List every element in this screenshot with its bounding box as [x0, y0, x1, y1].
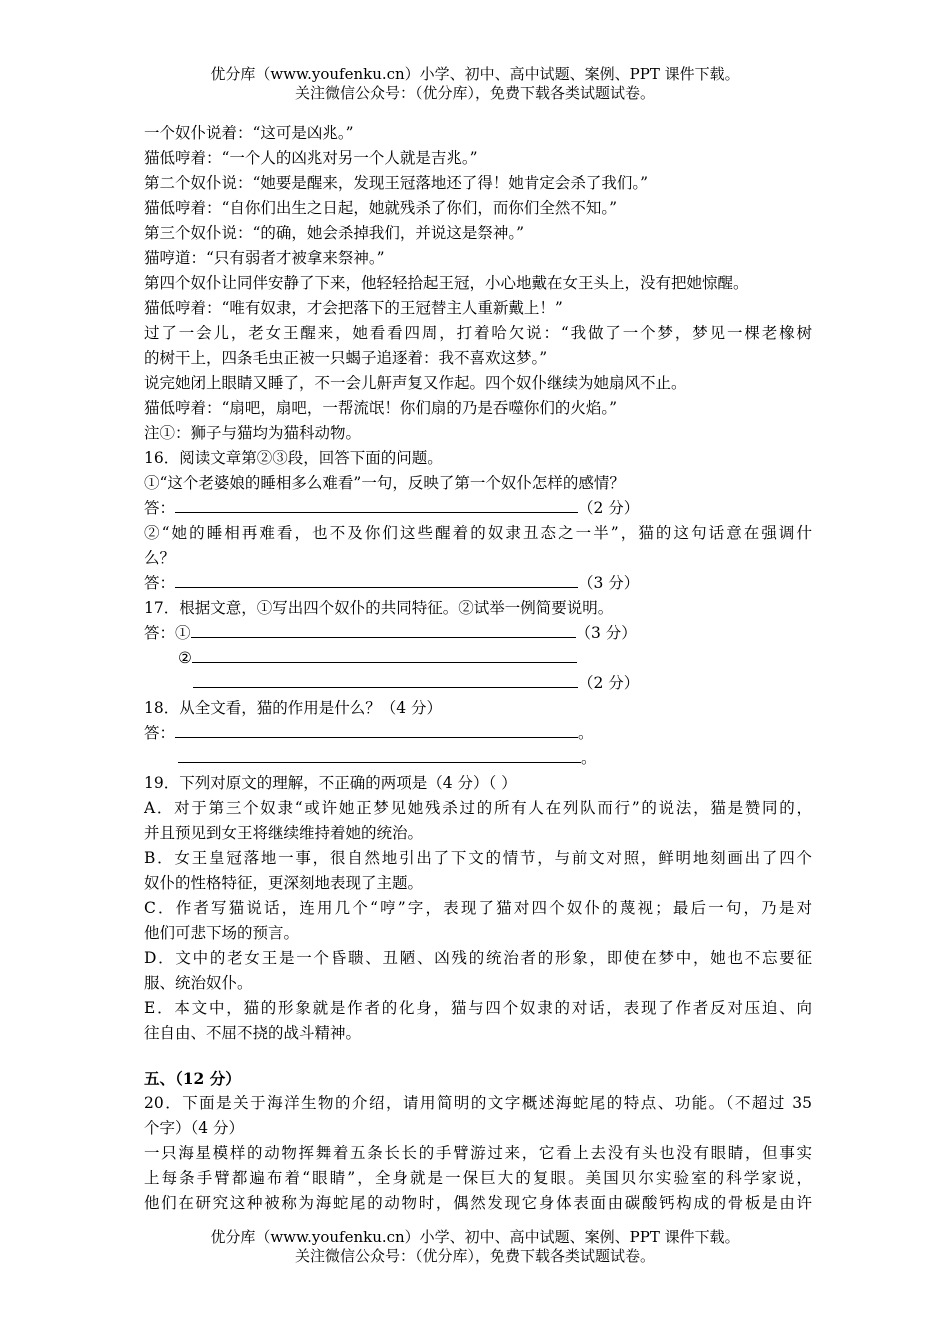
- passage-line: 第二个奴仆说：“她要是醒来，发现王冠落地还了得！她肯定会杀了我们。”: [144, 174, 649, 192]
- q19-stem: 19．下列对原文的理解，不正确的两项是（4 分）（ ）: [144, 774, 517, 792]
- passage-line: 猫低哼着：“唯有奴隶，才会把落下的王冠替主人重新戴上！”: [144, 299, 563, 317]
- passage-line: 猫低哼着：“一个人的凶兆对另一个人就是吉兆。”: [144, 149, 478, 167]
- passage-line: 第三个奴仆说：“的确，她会杀掉我们，并说这是祭神。”: [144, 224, 525, 242]
- q16-answer-2: [144, 571, 812, 596]
- q17-stem: 17．根据文意，①写出四个奴仆的共同特征。②试举一例简要说明。: [144, 599, 614, 617]
- q19-option-b-line2: 奴仆的性格特征，更深刻地表现了主题。: [144, 874, 424, 892]
- period: 。: [581, 749, 597, 767]
- passage-line: 过了一会儿，老女王醒来，她看看四周，打着哈欠说：“我做了一个梦，梦见一棵老橡树: [144, 324, 812, 342]
- passage-line: 猫低哼着：“自你们出生之日起，她就残杀了你们，而你们全然不知。”: [144, 199, 618, 217]
- q17-answer-1: [144, 621, 812, 646]
- q18-answer-2: [144, 746, 812, 771]
- q19-option-c-line1: C．作者写猫说话，连用几个“哼”字，表现了猫对四个奴仆的蔑视；最后一句，乃是对: [144, 899, 812, 917]
- passage-line: 猫低哼着：“扇吧，扇吧，一帮流氓！你们扇的乃是吞噬你们的火焰。”: [144, 399, 618, 417]
- passage-line: 说完她闭上眼睛又睡了，不一会儿鼾声复又作起。四个奴仆继续为她扇风不止。: [144, 374, 687, 392]
- answer-blank[interactable]: [178, 746, 581, 763]
- header-line-1: 优分库（www.youfenku.cn）小学、初中、高中试题、案例、PPT 课件下载。: [210, 65, 740, 83]
- score: （3 分）: [578, 574, 640, 592]
- answer-label: 答：: [144, 574, 176, 592]
- q20-stem-line2: 个字）（4 分）: [144, 1119, 245, 1137]
- q16-sub2-line1: ②“她的睡相再难看，也不及你们这些醒着的奴隶丑态之一半”，猫的这句话意在强调什: [144, 524, 812, 542]
- answer-blank[interactable]: [175, 496, 578, 513]
- q19-option-a-line2: 并且预见到女王将继续维持着她的统治。: [144, 824, 424, 842]
- document-body: [144, 121, 812, 1216]
- q17-answer-2: [144, 646, 812, 671]
- q19-option-a-line1: A．对于第三个奴隶“或许她正梦见她残杀过的所有人在列队而行”的说法，猫是赞同的，: [144, 799, 812, 817]
- page-footer: [0, 1228, 950, 1266]
- q19-option-d-line1: D．文中的老女王是一个昏聩、丑陋、凶残的统治者的形象，即使在梦中，她也不忘要征: [144, 949, 812, 967]
- q20-paragraph-line: 一只海星模样的动物挥舞着五条长长的手臂游过来，它看上去没有头也没有眼睛，但事实: [144, 1144, 812, 1162]
- passage-line: 第四个奴仆让同伴安静了下来，他轻轻拾起王冠，小心地戴在女王头上，没有把她惊醒。: [144, 274, 749, 292]
- section-5-heading: 五、（12 分）: [144, 1069, 241, 1088]
- answer-blank[interactable]: [192, 646, 577, 663]
- q19-option-c-line2: 他们可悲下场的预言。: [144, 924, 300, 942]
- q16-sub1: ①“这个老婆娘的睡相多么难看”一句，反映了第一个奴仆怎样的感情？: [144, 474, 625, 492]
- q19-option-b-line1: B．女王皇冠落地一事，很自然地引出了下文的情节，与前文对照，鲜明地刻画出了四个: [144, 849, 812, 867]
- q20-stem-line1: 20．下面是关于海洋生物的介绍，请用简明的文字概述海蛇尾的特点、功能。（不超过 35: [144, 1094, 812, 1112]
- answer-blank[interactable]: [175, 571, 578, 588]
- q16-sub2-line2: 么？: [144, 549, 176, 567]
- q20-paragraph-line: 上每条手臂都遍布着“眼睛”，全身就是一保巨大的复眼。美国贝尔实验室的科学家说，: [144, 1169, 812, 1187]
- footer-line-2: 关注微信公众号：（优分库），免费下载各类试题试卷。: [294, 1247, 655, 1265]
- answer-blank[interactable]: [193, 671, 578, 688]
- q16-answer-1: [144, 496, 812, 521]
- period: 。: [578, 724, 594, 742]
- passage-line: 猫哼道：“只有弱者才被拿来祭神。”: [144, 249, 385, 267]
- score: （2 分）: [578, 674, 640, 692]
- passage-note: 注①：狮子与猫均为猫科动物。: [144, 424, 362, 442]
- page-header: [0, 65, 950, 103]
- score: （2 分）: [578, 499, 640, 517]
- passage-line: 一个奴仆说着：“这可是凶兆。”: [144, 124, 354, 142]
- passage-line: 的树干上，四条毛虫正被一只蝎子追逐着：我不喜欢这梦。”: [144, 349, 548, 367]
- q19-option-e-line1: E．本文中，猫的形象就是作者的化身，猫与四个奴隶的对话，表现了作者反对压迫、向: [144, 999, 812, 1017]
- q17-answer-3: [144, 671, 812, 696]
- footer-line-1: 优分库（www.youfenku.cn）小学、初中、高中试题、案例、PPT 课件下载。: [210, 1228, 740, 1246]
- header-line-2: 关注微信公众号：（优分库），免费下载各类试题试卷。: [294, 84, 655, 102]
- answer-label: 答：: [144, 499, 176, 517]
- answer-label: 答：: [144, 724, 176, 742]
- q20-paragraph-line: 他们在研究这种被称为海蛇尾的动物时，偶然发现它身体表面由碳酸钙构成的骨板是由许: [144, 1194, 812, 1212]
- answer-label: 答：①: [144, 624, 191, 642]
- q16-stem: 16．阅读文章第②③段，回答下面的问题。: [144, 449, 443, 467]
- answer-blank[interactable]: [175, 721, 578, 738]
- score: （3 分）: [575, 624, 637, 642]
- q19-option-e-line2: 往自由、不屈不挠的战斗精神。: [144, 1024, 362, 1042]
- answer-blank[interactable]: [191, 621, 576, 638]
- q18-stem: 18．从全文看，猫的作用是什么？（4 分）: [144, 699, 443, 717]
- answer-mark: ②: [178, 649, 192, 667]
- q19-option-d-line2: 服、统治奴仆。: [144, 974, 253, 992]
- q18-answer-1: [144, 721, 812, 746]
